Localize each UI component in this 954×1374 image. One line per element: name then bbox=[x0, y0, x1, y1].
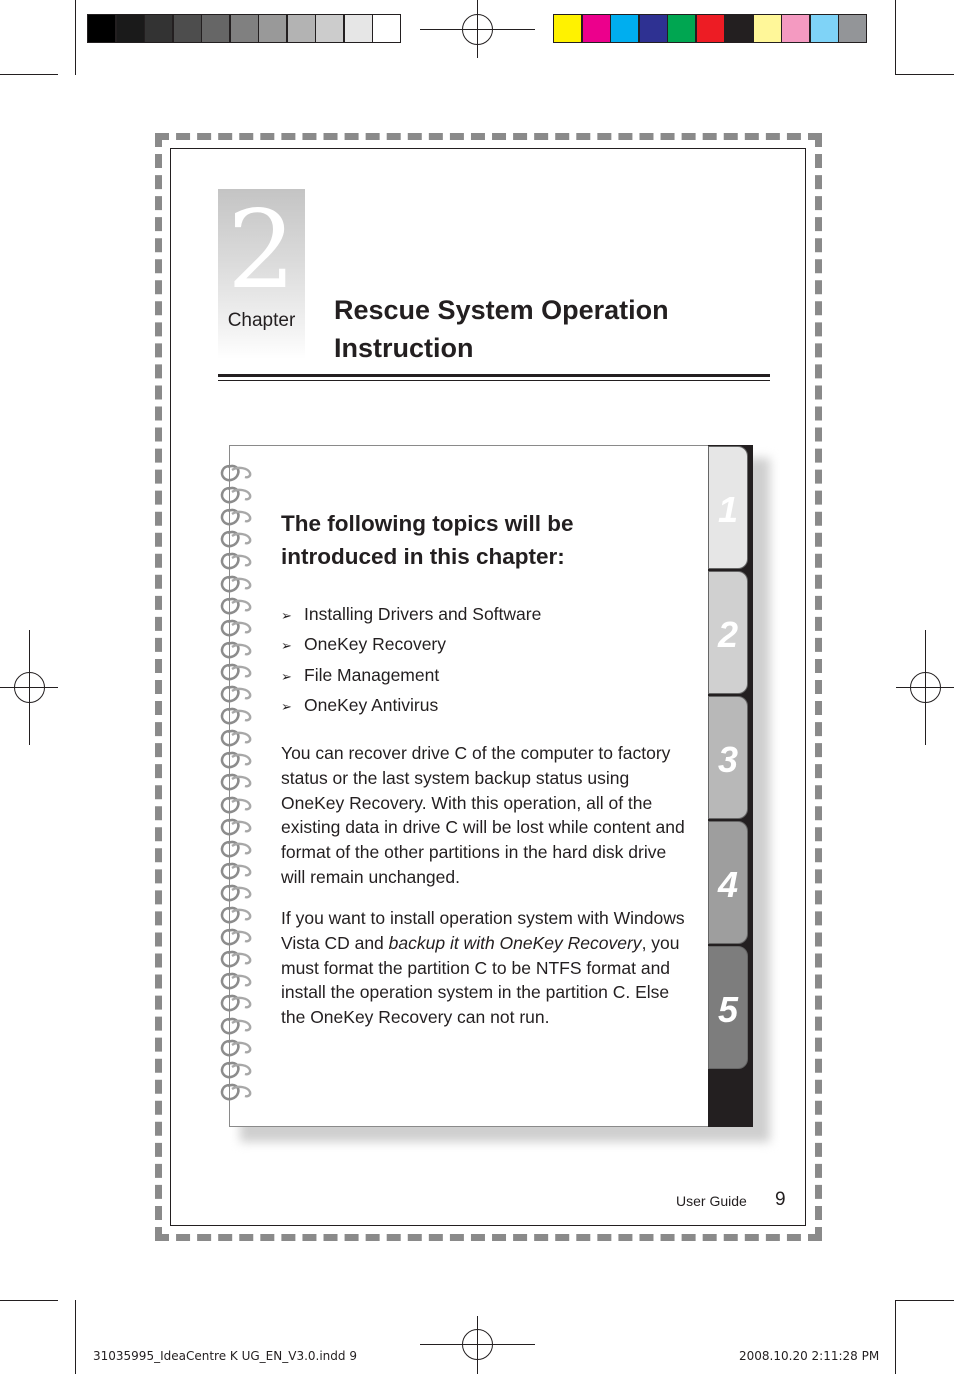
gray-swatch bbox=[230, 14, 259, 43]
title-rule-thin bbox=[218, 380, 770, 381]
title-rule-thick bbox=[218, 374, 770, 377]
chapter-tab-label: 4 bbox=[717, 864, 739, 905]
spiral-ring-icon bbox=[218, 573, 254, 594]
color-swatch bbox=[753, 14, 782, 43]
spiral-ring-icon bbox=[218, 484, 254, 505]
spiral-ring-icon bbox=[218, 771, 254, 792]
emphasis-text: backup it with OneKey Recovery bbox=[388, 932, 642, 953]
gray-swatch bbox=[116, 14, 145, 43]
spiral-ring-icon bbox=[218, 882, 254, 903]
chapter-tab-label: 3 bbox=[717, 739, 739, 780]
spiral-ring-icon bbox=[218, 550, 254, 571]
gray-swatch bbox=[344, 14, 373, 43]
page-title-line-1: Rescue System Operation bbox=[334, 295, 669, 325]
page-title-line-2: Instruction bbox=[334, 333, 474, 363]
arrow-bullet-icon: ➢ bbox=[281, 669, 292, 684]
spiral-ring-icon bbox=[218, 617, 254, 638]
color-swatch bbox=[724, 14, 753, 43]
crop-mark bbox=[895, 1300, 896, 1374]
spiral-ring-icon bbox=[218, 595, 254, 616]
spiral-ring-icon bbox=[218, 794, 254, 815]
gray-swatch bbox=[287, 14, 316, 43]
topics-heading-line-1: The following topics will be bbox=[281, 511, 574, 536]
topics-heading-line-2: introduced in this chapter: bbox=[281, 544, 565, 569]
color-swatch bbox=[553, 14, 582, 43]
list-item: ➢ OneKey Antivirus bbox=[281, 695, 439, 715]
arrow-bullet-icon: ➢ bbox=[281, 638, 292, 653]
spiral-ring-icon bbox=[218, 970, 254, 991]
crop-mark bbox=[0, 74, 58, 75]
gray-swatch bbox=[144, 14, 173, 43]
spiral-ring-icon bbox=[218, 749, 254, 770]
spiral-ring-icon bbox=[218, 683, 254, 704]
list-item: ➢ File Management bbox=[281, 665, 440, 685]
spiral-ring-icon bbox=[218, 639, 254, 660]
color-swatch bbox=[667, 14, 696, 43]
spiral-ring-icon bbox=[218, 1059, 254, 1080]
recovery-description-paragraph: You can recover drive C of the computer to factory status or the last system backup status using OneKey Recovery. With this operation, all of the existing data in drive C will be lost while content and format of the other partitions in the hard disk drive will remain unchanged. bbox=[281, 743, 685, 887]
topics-heading bbox=[281, 507, 691, 573]
page-number: 9 bbox=[775, 1189, 786, 1210]
crop-mark bbox=[0, 1300, 58, 1301]
chapter-tab-label: 5 bbox=[717, 989, 739, 1030]
install-note-paragraph: If you want to install operation system with Windows Vista CD and backup it with OneKey Recovery, you must format the partition C to be NTFS format and install the operation system in the partition C. Else the OneKey Recovery can not run. bbox=[281, 908, 685, 1028]
chapter-tab-1 bbox=[708, 446, 748, 569]
gray-swatch bbox=[173, 14, 202, 43]
arrow-bullet-icon: ➢ bbox=[281, 608, 292, 623]
crop-mark bbox=[895, 0, 896, 75]
spiral-ring-icon bbox=[218, 1015, 254, 1036]
spiral-ring-icon bbox=[218, 506, 254, 527]
list-item: ➢ Installing Drivers and Software bbox=[281, 604, 542, 624]
chapter-tab-label: 2 bbox=[717, 614, 739, 655]
crop-mark bbox=[75, 1300, 76, 1374]
spiral-ring-icon bbox=[218, 860, 254, 881]
footer-label: User Guide bbox=[676, 1193, 747, 1209]
arrow-bullet-icon: ➢ bbox=[281, 699, 292, 714]
gray-swatch bbox=[87, 14, 116, 43]
page-title bbox=[334, 291, 669, 367]
spiral-ring-icon bbox=[218, 948, 254, 969]
spiral-ring-icon bbox=[218, 1037, 254, 1058]
spiral-ring-icon bbox=[218, 661, 254, 682]
chapter-label: Chapter bbox=[227, 310, 296, 331]
chapter-number: 2 bbox=[227, 188, 296, 313]
chapter-tab-3 bbox=[708, 696, 748, 819]
slug-file-name: 31035995_IdeaCentre K UG_EN_V3.0.indd 9 bbox=[93, 1349, 357, 1363]
gray-swatch bbox=[372, 14, 401, 43]
color-swatch bbox=[610, 14, 639, 43]
spiral-ring-icon bbox=[218, 992, 254, 1013]
spiral-ring-icon bbox=[218, 926, 254, 947]
gray-swatch bbox=[315, 14, 344, 43]
color-swatch bbox=[696, 14, 725, 43]
slug-timestamp: 2008.10.20 2:11:28 PM bbox=[739, 1349, 880, 1363]
color-swatch bbox=[810, 14, 839, 43]
crop-mark bbox=[896, 1300, 954, 1301]
spiral-ring-icon bbox=[218, 462, 254, 483]
color-swatch bbox=[639, 14, 668, 43]
spiral-ring-icon bbox=[218, 1081, 254, 1102]
crop-mark bbox=[896, 74, 954, 75]
gray-swatch bbox=[258, 14, 287, 43]
spiral-ring-icon bbox=[218, 705, 254, 726]
chapter-tab-4 bbox=[708, 821, 748, 944]
color-swatch bbox=[838, 14, 867, 43]
chapter-tab-label: 1 bbox=[717, 489, 739, 530]
color-swatch bbox=[781, 14, 810, 43]
spiral-ring-icon bbox=[218, 528, 254, 549]
spiral-ring-icon bbox=[218, 816, 254, 837]
gray-swatch bbox=[201, 14, 230, 43]
chapter-tab-5 bbox=[708, 946, 748, 1069]
spiral-ring-icon bbox=[218, 727, 254, 748]
chapter-tab-2 bbox=[708, 571, 748, 694]
spiral-ring-icon bbox=[218, 838, 254, 859]
crop-mark bbox=[75, 0, 76, 75]
list-item: ➢ OneKey Recovery bbox=[281, 634, 447, 654]
spiral-ring-icon bbox=[218, 904, 254, 925]
color-swatch bbox=[582, 14, 611, 43]
